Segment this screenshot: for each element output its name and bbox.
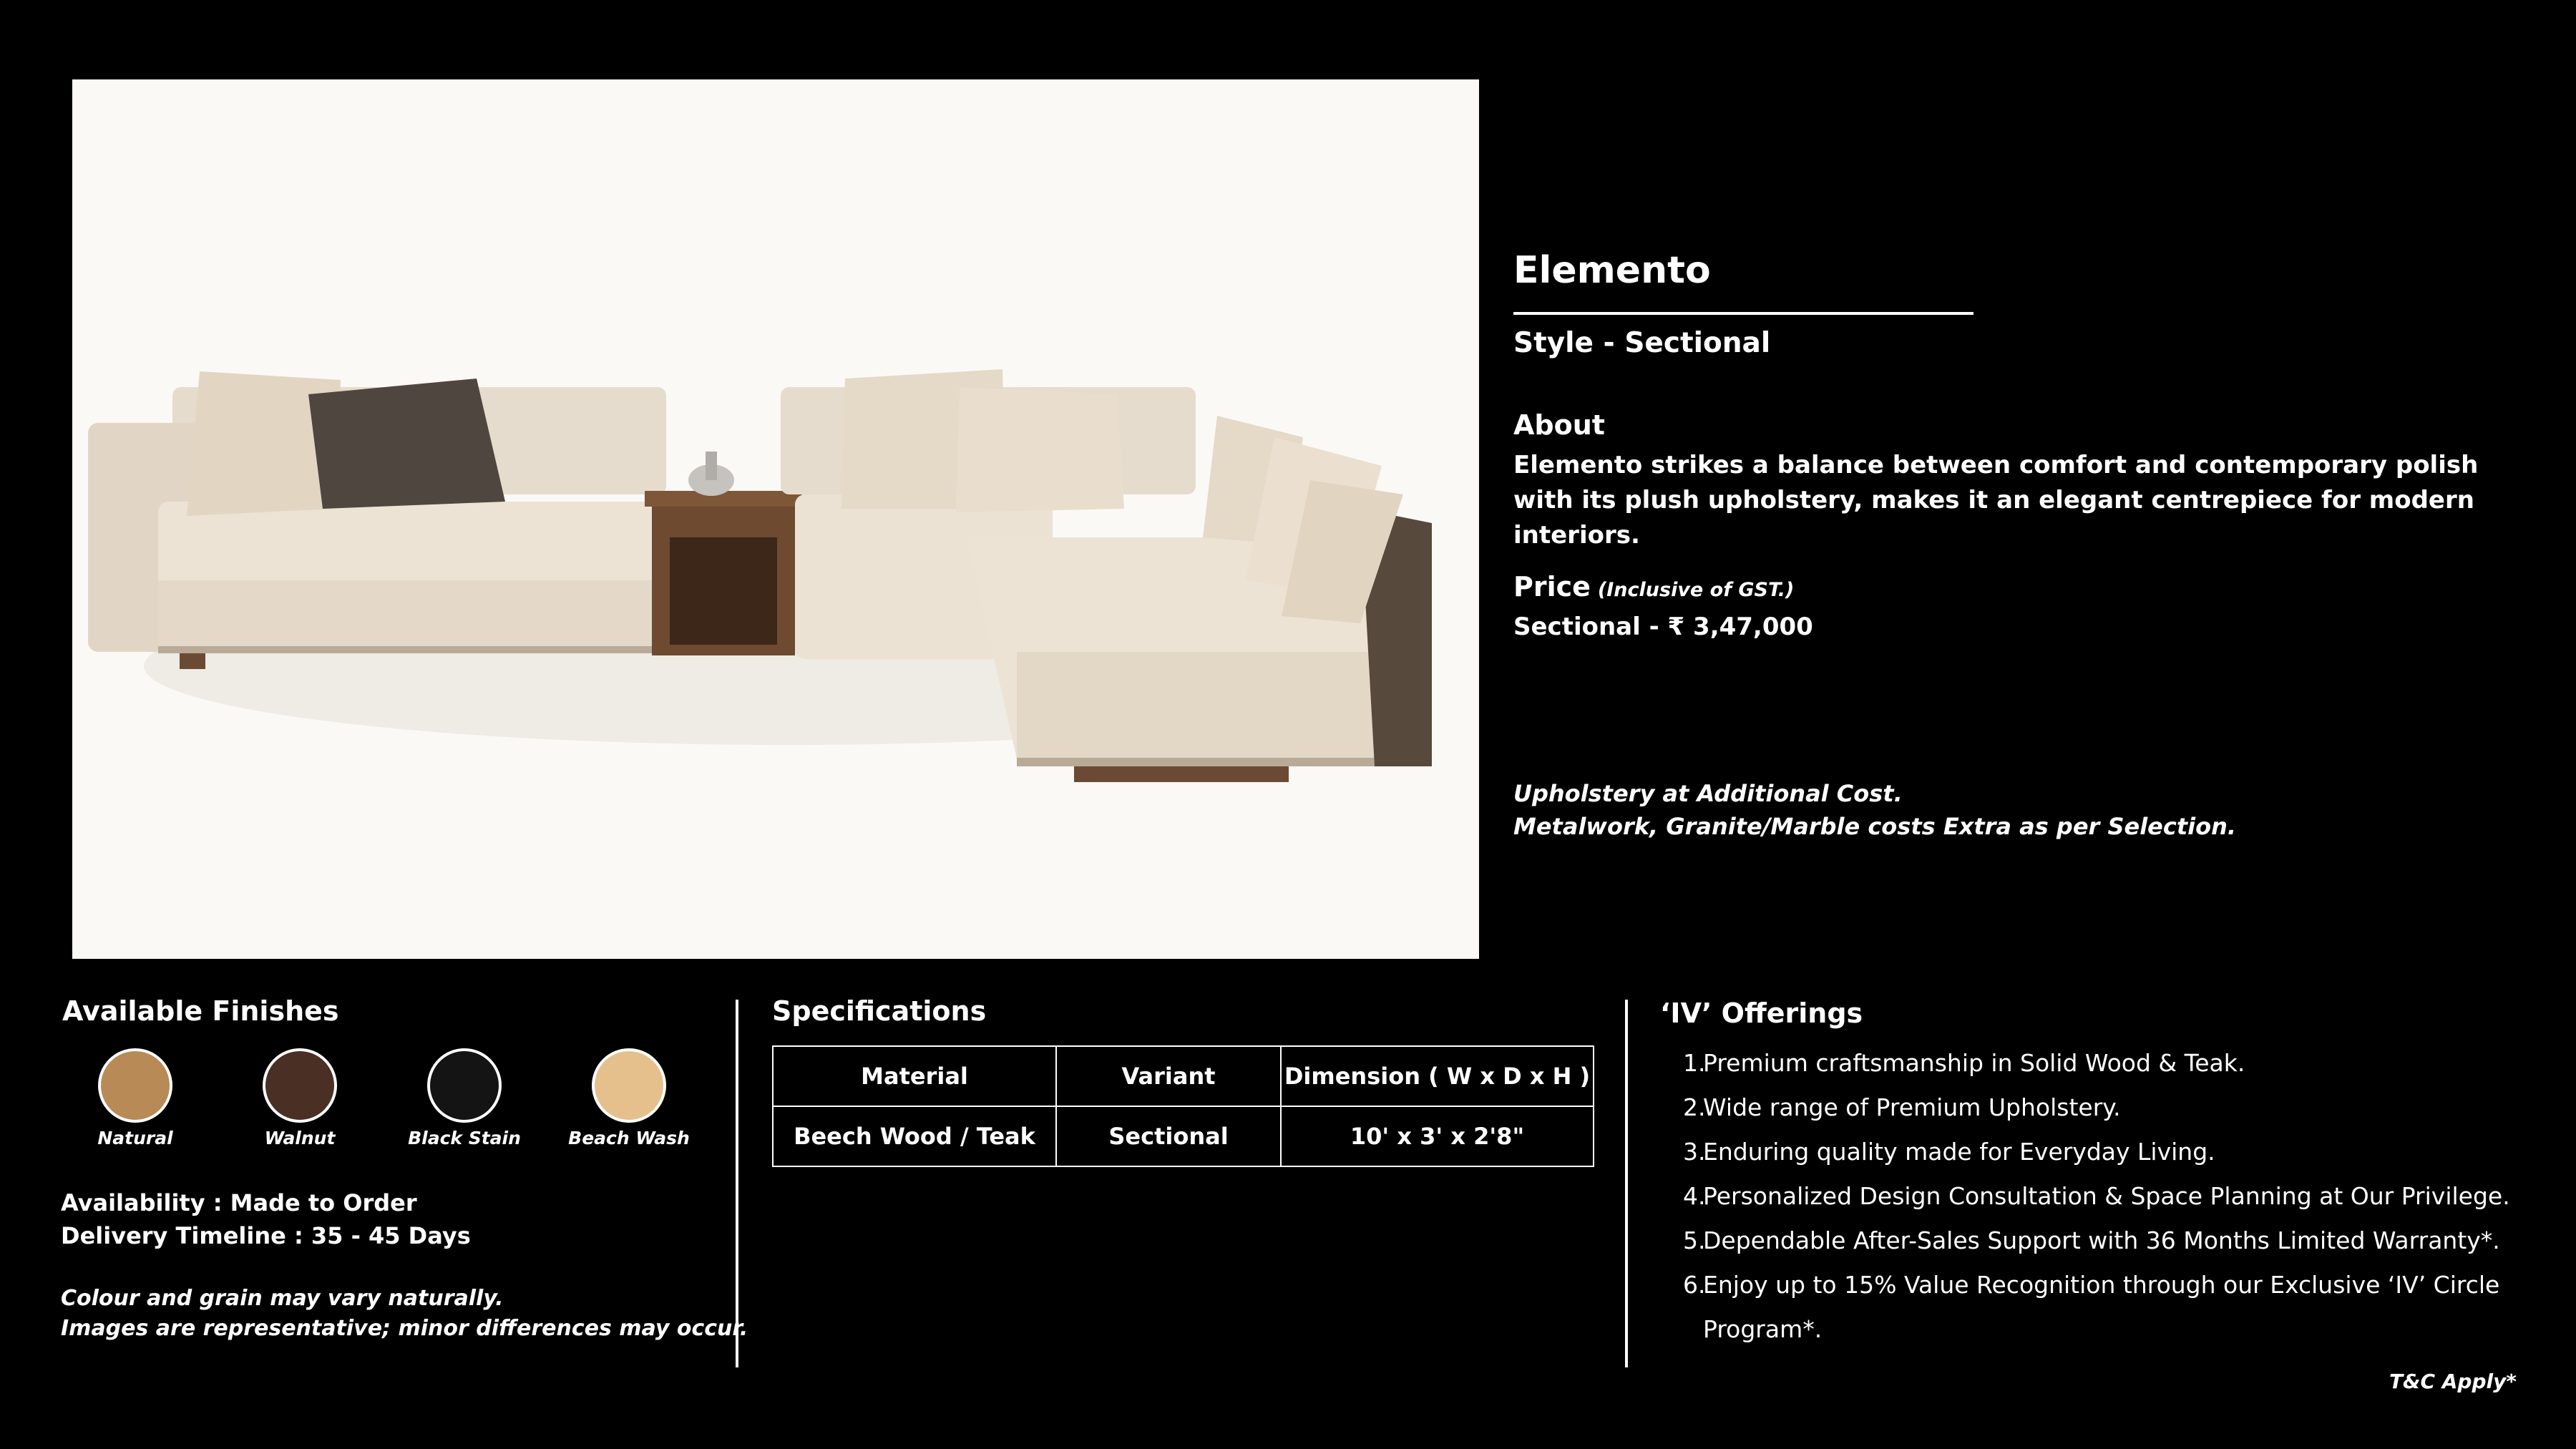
product-style: Style - Sectional [1513, 327, 1771, 359]
list-item: 1. Premium craftsmanship in Solid Wood & Teak. [1683, 1049, 2245, 1077]
column-header-dimension: Dimension ( W x D x H ) [1281, 1046, 1594, 1106]
table-row [773, 1106, 1594, 1166]
disclaimer-colour: Colour and grain may vary naturally. [61, 1286, 504, 1311]
delivery-timeline: Delivery Timeline : 35 - 45 Days [61, 1222, 471, 1249]
specifications-table [772, 1045, 1594, 1167]
cost-note-metalwork: Metalwork, Granite/Marble costs Extra as per Selection. [1513, 813, 2237, 840]
product-title: Elemento [1513, 249, 1711, 292]
finish-label-beach-wash: Beach Wash [568, 1128, 690, 1148]
disclaimer [61, 1284, 748, 1344]
finish-swatch-beach-wash[interactable] [592, 1048, 666, 1123]
list-item: 4. Personalized Design Consultation & Space Planning at Our Privilege. [1683, 1182, 2510, 1210]
title-underline [1513, 312, 1974, 315]
table-header-row [773, 1046, 1594, 1106]
cost-note-upholstery: Upholstery at Additional Cost. [1513, 780, 1903, 807]
price-value: Sectional - ₹ 3,47,000 [1513, 613, 1813, 641]
sofa-illustration [72, 79, 1479, 959]
finish-swatch-natural[interactable] [98, 1048, 172, 1123]
list-item: 6. Enjoy up to 15% Value Recognition through our Exclusive ‘IV’ Circle Program*. [1683, 1271, 2500, 1343]
list-item: 3. Enduring quality made for Everyday Living. [1683, 1138, 2215, 1166]
cost-notes [1513, 777, 2236, 843]
availability-text: Availability : Made to Order [61, 1189, 417, 1216]
product-image [72, 79, 1479, 959]
price-heading [1513, 571, 1794, 602]
finishes-heading: Available Finishes [62, 995, 339, 1027]
finish-label-walnut: Walnut [264, 1128, 336, 1148]
column-header-material: Material [773, 1046, 1056, 1106]
list-item: 2. Wide range of Premium Upholstery. [1683, 1093, 2121, 1121]
cell-dimension: 10' x 3' x 2'8" [1281, 1106, 1594, 1166]
offerings-list [1683, 1041, 2542, 1352]
terms-note: T&C Apply* [2389, 1370, 2517, 1393]
availability-info [61, 1186, 471, 1252]
price-tax-note: (Inclusive of GST.) [1597, 579, 1795, 601]
price-heading-label: Price [1513, 571, 1591, 602]
list-item: 5. Dependable After-Sales Support with 36 Months Limited Warranty*. [1683, 1226, 2500, 1254]
finish-swatch-walnut[interactable] [263, 1048, 337, 1123]
column-header-variant: Variant [1056, 1046, 1281, 1106]
about-text: Elemento strikes a balance between comfort and contemporary polish with its plush upholstery, makes it an elegant centrepiece for modern interiors. [1513, 451, 2479, 550]
offerings-heading: ‘IV’ Offerings [1660, 997, 1863, 1029]
divider-right [1625, 1000, 1628, 1367]
cell-variant: Sectional [1056, 1106, 1281, 1166]
finish-label-black-stain: Black Stain [408, 1128, 521, 1148]
finish-label-natural: Natural [97, 1128, 173, 1148]
about-heading: About [1513, 409, 1605, 441]
finish-swatch-black-stain[interactable] [427, 1048, 502, 1123]
cell-material: Beech Wood / Teak [773, 1106, 1056, 1166]
disclaimer-images: Images are representative; minor differences may occur. [61, 1316, 748, 1341]
specifications-heading: Specifications [772, 995, 987, 1027]
